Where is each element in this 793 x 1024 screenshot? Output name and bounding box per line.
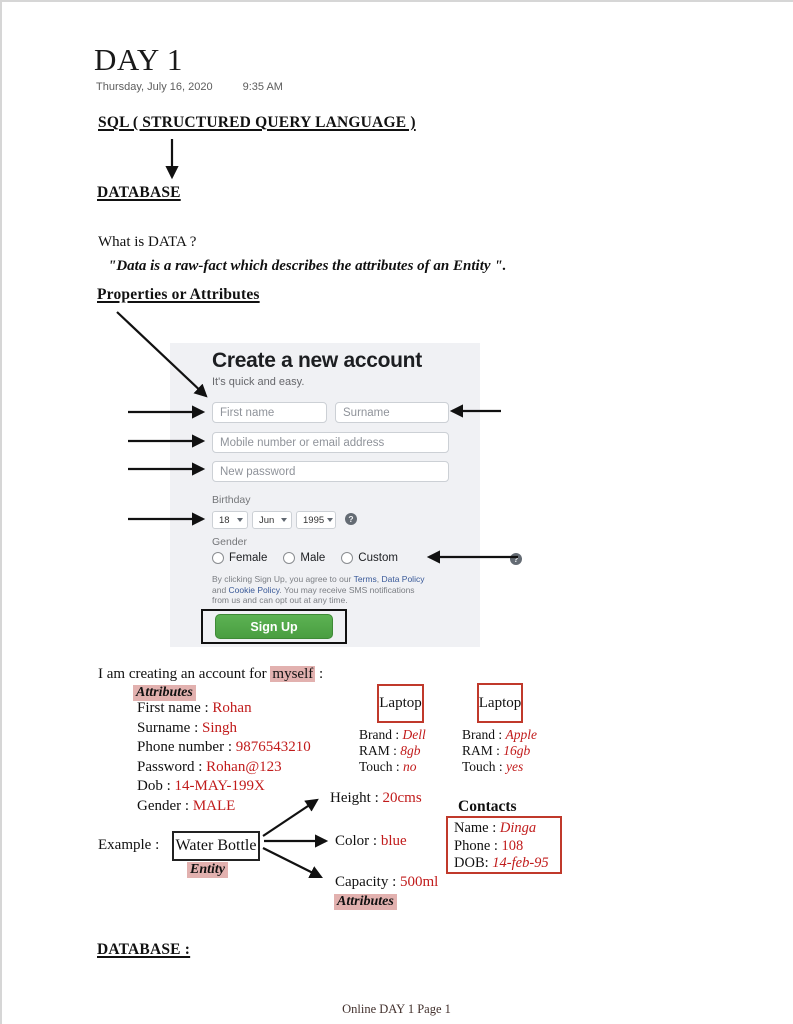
birthday-month-value: Jun — [259, 514, 275, 526]
laptop-box-2: Laptop — [477, 683, 523, 723]
gender-option-custom[interactable] — [341, 552, 398, 564]
attr-label: Name : — [454, 820, 500, 836]
gender-option-label: Male — [300, 552, 326, 564]
list-item — [359, 759, 426, 775]
attr-value: 16gb — [503, 743, 531, 758]
account-attributes-list — [137, 699, 311, 816]
attr-label: Color : — [335, 833, 381, 849]
gender-help-icon[interactable]: ? — [510, 553, 522, 565]
gender-label: Gender — [212, 536, 248, 548]
page-footer: Online DAY 1 Page 1 — [342, 1002, 451, 1016]
radio-icon — [341, 552, 353, 564]
attr-label: Password : — [137, 758, 207, 775]
attr-label: Height : — [330, 790, 383, 806]
attr-value: 14-MAY-199X — [174, 778, 265, 794]
attr-label: Brand : — [359, 727, 403, 742]
attr-label: RAM : — [462, 743, 504, 758]
contacts-title: Contacts — [458, 798, 517, 815]
signup-button-annotation-box — [201, 609, 347, 644]
terms-segment: , — [376, 574, 382, 584]
birthday-year-value: 1995 — [303, 514, 325, 526]
entity-attr-capacity — [335, 874, 438, 891]
terms-segment: By clicking Sign Up, you agree to our — [212, 574, 354, 584]
chevron-down-icon — [237, 518, 243, 522]
gender-option-male[interactable] — [283, 552, 325, 564]
attr-label: Surname : — [137, 719, 202, 736]
attr-label: Touch : — [462, 759, 507, 774]
what-is-data-line: What is DATA ? — [98, 234, 197, 250]
data-definition-quote: "Data is a raw-fact which describes the attributes of an Entity ". — [108, 258, 507, 274]
attr-value: 14-feb-95 — [492, 855, 549, 871]
attr-value: Singh — [202, 719, 238, 736]
birthday-help-icon[interactable]: ? — [345, 513, 357, 525]
list-item — [137, 699, 311, 719]
terms-link[interactable]: Terms — [353, 574, 377, 584]
signup-form — [170, 343, 519, 647]
list-item — [137, 777, 311, 797]
attr-value: Dell — [402, 727, 426, 742]
attr-label: Touch : — [359, 759, 404, 774]
attr-label: Capacity : — [335, 874, 400, 890]
attr-value: 108 — [501, 837, 524, 854]
gender-option-label: Custom — [358, 552, 398, 564]
birthday-day-value: 18 — [219, 514, 230, 526]
terms-segment: and — [212, 584, 229, 595]
intro-text: : — [315, 666, 324, 682]
laptop-2-details — [462, 727, 537, 775]
attr-label: Dob : — [137, 778, 175, 794]
contacts-box — [446, 816, 562, 874]
intro-text: I am creating an account for — [98, 666, 271, 682]
gender-options — [212, 552, 398, 564]
attr-label: Phone : — [454, 837, 502, 854]
chevron-down-icon — [327, 518, 333, 522]
laptop-box-1: Laptop — [377, 684, 424, 723]
cookie-policy-link[interactable]: Cookie Policy — [228, 584, 280, 595]
list-item — [462, 727, 537, 743]
attr-label: Brand : — [462, 727, 506, 742]
attr-value: 20cms — [382, 790, 422, 806]
terms-segment: . You may receive SMS notifications from us and can opt out at any time. — [212, 584, 415, 605]
radio-icon — [283, 552, 295, 564]
account-intro-line — [98, 666, 323, 683]
radio-icon — [212, 552, 224, 564]
terms-text — [212, 574, 426, 606]
list-item — [137, 797, 311, 817]
attributes-tag: Attributes — [133, 685, 196, 701]
page-title: DAY 1 — [94, 42, 183, 77]
attr-value: 9876543210 — [235, 739, 311, 755]
entity-attr-height — [330, 790, 422, 807]
list-item — [462, 743, 537, 759]
list-item — [454, 855, 554, 873]
birthday-month-select[interactable] — [252, 511, 292, 529]
heading-sql: SQL ( STRUCTURED QUERY LANGUAGE ) — [98, 114, 416, 131]
list-item — [137, 758, 311, 778]
contact-input[interactable] — [212, 432, 449, 453]
attr-value: Apple — [505, 727, 537, 742]
attr-value: MALE — [192, 797, 236, 814]
arrow-entity-to-capacity — [263, 848, 321, 877]
entity-box: Water Bottle — [172, 831, 260, 861]
attributes-tag-2: Attributes — [334, 894, 397, 910]
birthday-year-select[interactable] — [296, 511, 336, 529]
birthday-label: Birthday — [212, 494, 251, 506]
gender-option-label: Female — [229, 552, 268, 564]
attr-value: Rohan — [212, 700, 252, 716]
page-date: Thursday, July 16, 2020 — [96, 81, 213, 93]
attr-label: Phone number : — [137, 739, 236, 755]
list-item — [454, 820, 554, 838]
first-name-input[interactable] — [212, 402, 327, 423]
entity-attr-color — [335, 833, 407, 850]
birthday-day-select[interactable] — [212, 511, 248, 529]
attr-label: First name : — [137, 700, 213, 716]
list-item — [454, 838, 554, 856]
attr-value: Dinga — [499, 820, 537, 836]
list-item — [359, 743, 426, 759]
attr-value: 500ml — [399, 874, 439, 890]
password-input[interactable] — [212, 461, 449, 482]
laptop-1-details — [359, 727, 426, 775]
attr-label: Gender : — [137, 797, 193, 814]
list-item — [359, 727, 426, 743]
attr-label: DOB: — [454, 855, 493, 871]
heading-database: DATABASE — [97, 184, 181, 201]
data-policy-link[interactable]: Data Policy — [381, 574, 425, 584]
sign-up-button[interactable]: Sign Up — [215, 614, 333, 639]
list-item — [137, 719, 311, 739]
surname-input[interactable] — [335, 402, 449, 423]
heading-properties: Properties or Attributes — [97, 286, 260, 303]
list-item — [137, 738, 311, 758]
signup-form-subtitle: It's quick and easy. — [212, 376, 305, 388]
heading-database-2: DATABASE : — [97, 941, 191, 958]
signup-form-title: Create a new account — [212, 349, 422, 372]
example-label: Example : — [98, 837, 160, 853]
attr-value: Rohan@123 — [206, 758, 282, 775]
page-time: 9:35 AM — [242, 81, 283, 93]
attr-value: no — [403, 759, 417, 774]
gender-option-female[interactable] — [212, 552, 267, 564]
attr-label: RAM : — [359, 743, 401, 758]
attr-value: blue — [380, 833, 407, 849]
chevron-down-icon — [281, 518, 287, 522]
myself-highlight: myself — [272, 666, 314, 682]
list-item — [462, 759, 537, 775]
page-date-line — [96, 81, 283, 93]
entity-tag: Entity — [187, 862, 228, 878]
attr-value: yes — [506, 759, 524, 774]
attr-value: 8gb — [400, 743, 421, 758]
